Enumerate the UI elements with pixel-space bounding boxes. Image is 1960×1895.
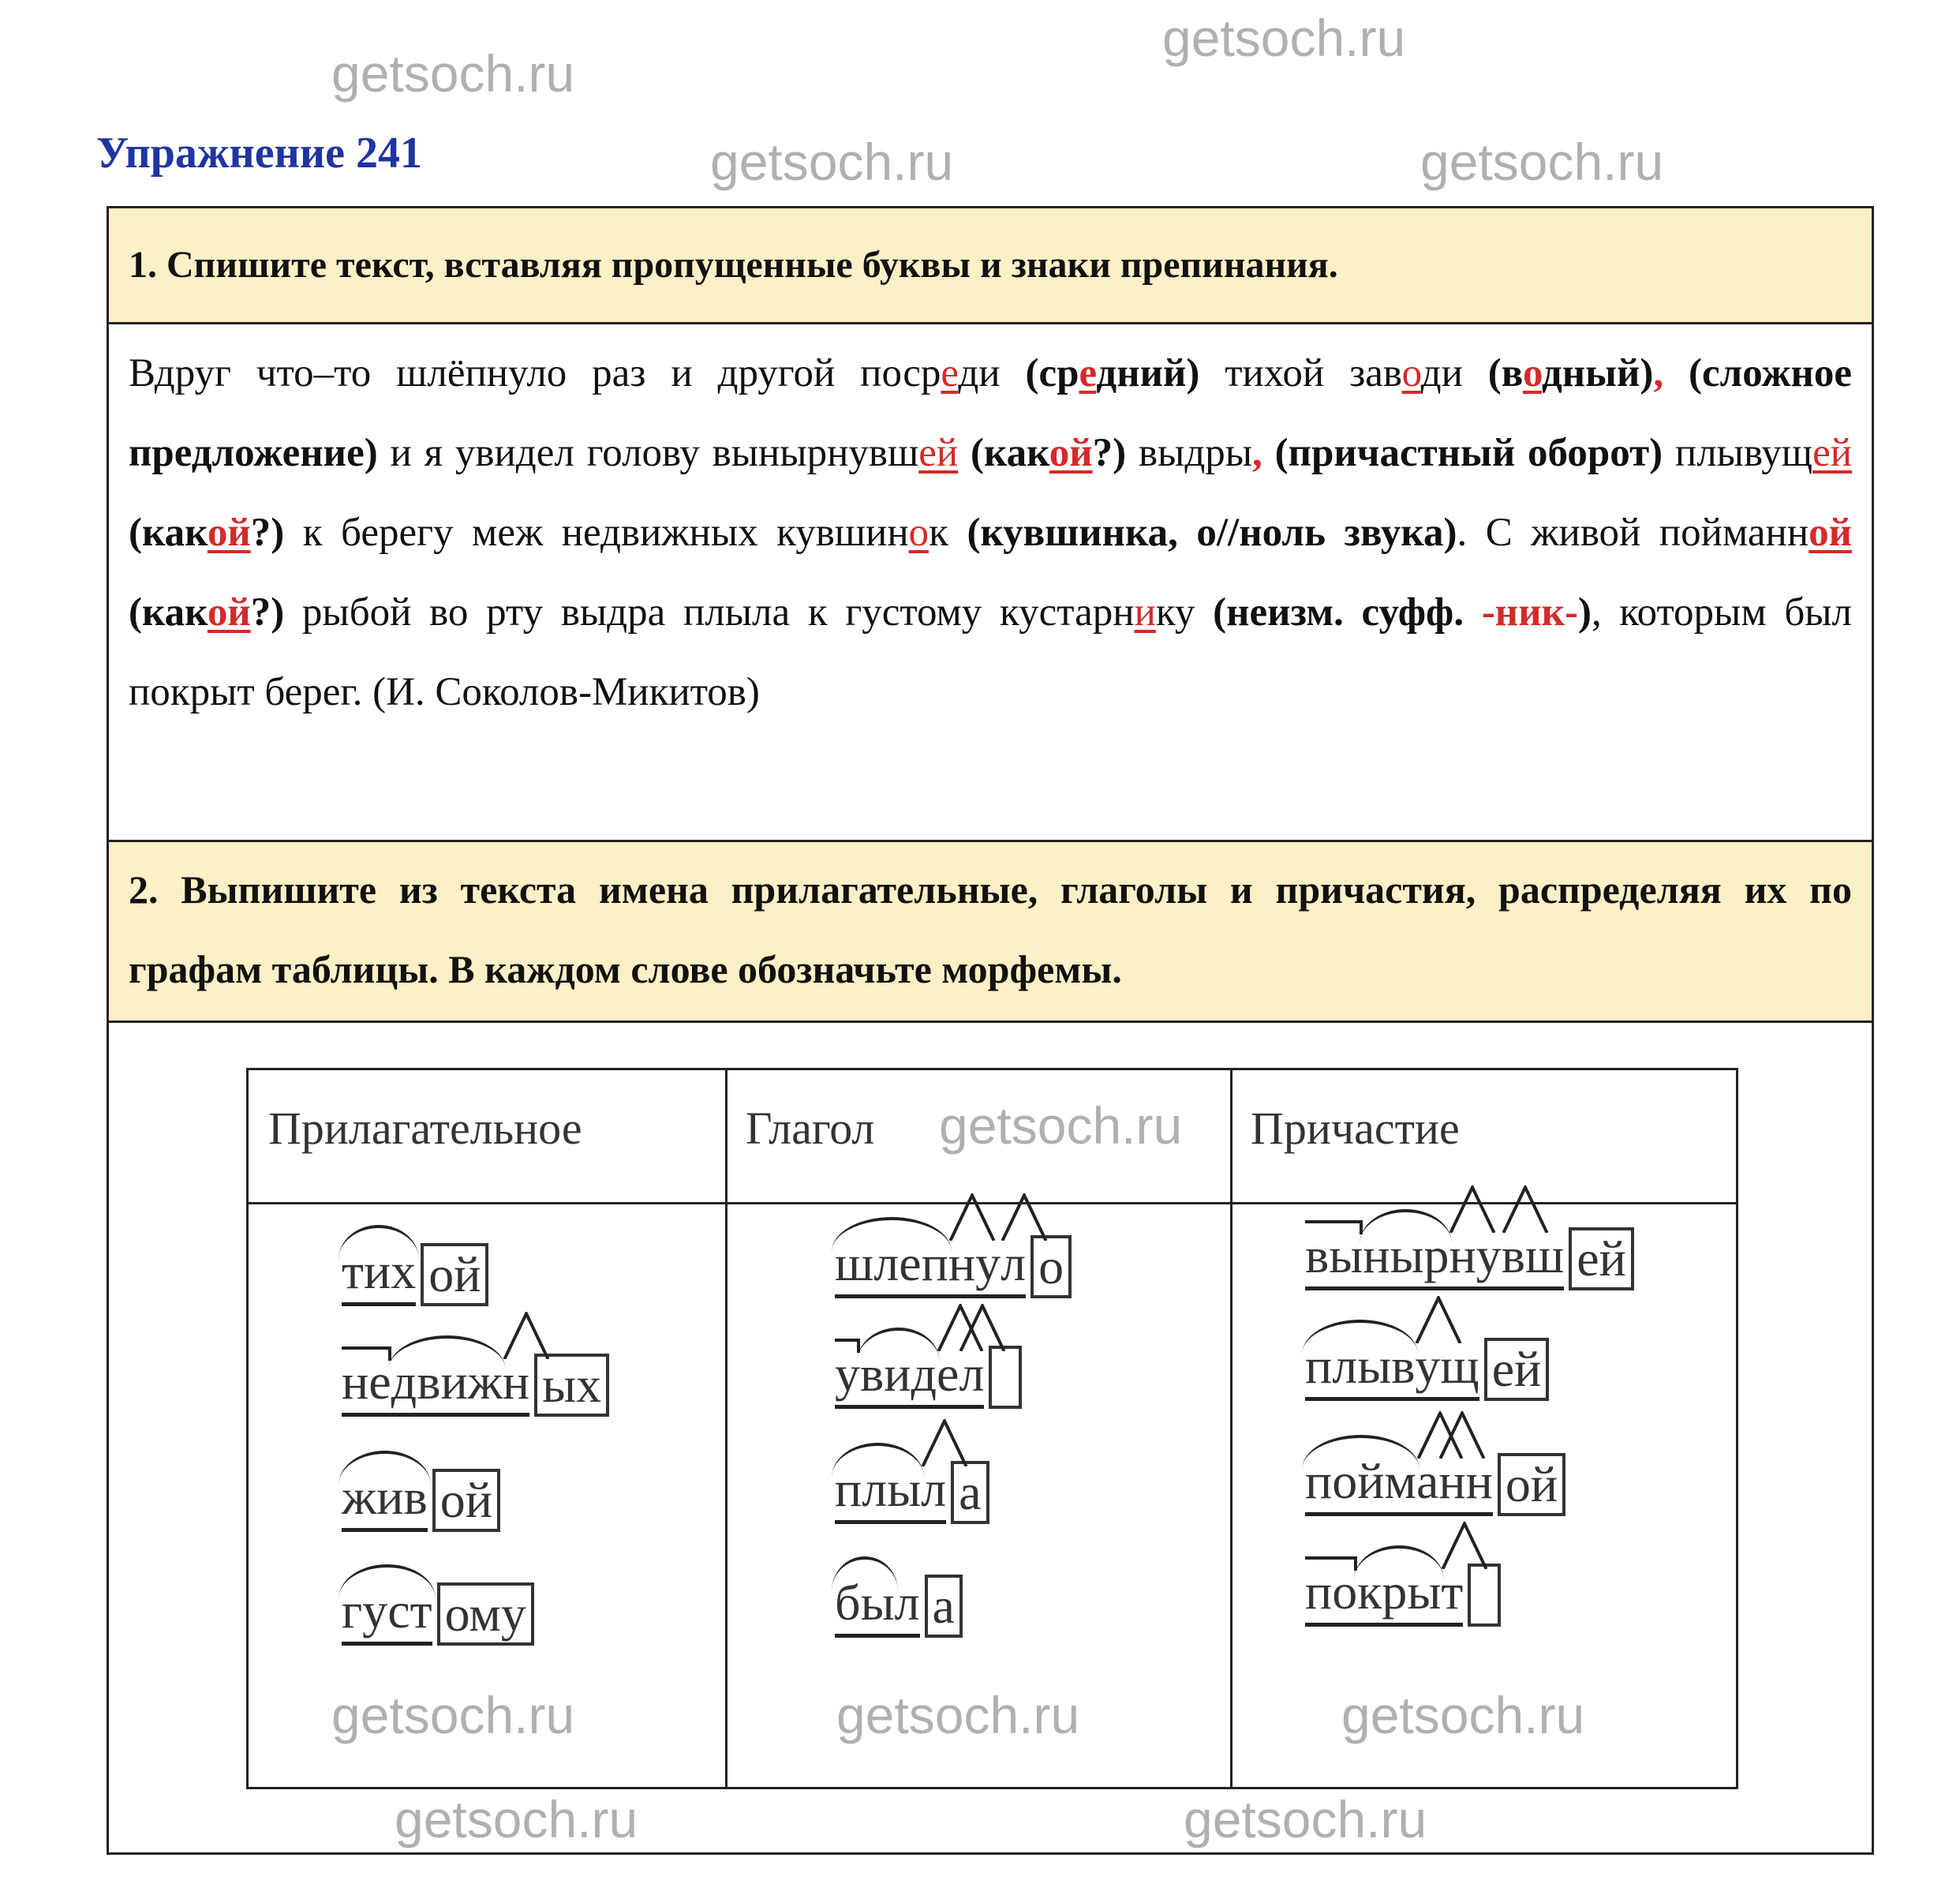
morpheme-table — [246, 1068, 1738, 1789]
text-segment: ?) — [250, 511, 285, 555]
watermark: getsoch.ru — [1184, 1790, 1427, 1848]
text-segment: (ср — [1025, 351, 1079, 395]
suffix-caret-icon — [1449, 1185, 1496, 1233]
morpheme-text: нн — [1438, 1453, 1493, 1509]
morpheme-text: ну — [948, 1235, 1001, 1291]
inserted-letter: и — [1134, 590, 1156, 635]
inserted-letter: ой — [207, 590, 251, 635]
root-arc-icon — [1302, 1320, 1418, 1354]
text-segment: дный) — [1542, 351, 1654, 395]
ending-box: ых — [534, 1354, 609, 1417]
header-verb: Глагол — [746, 1103, 875, 1154]
word-stem — [1305, 1337, 1479, 1401]
morpheme-text: л — [1001, 1235, 1027, 1291]
root-morpheme — [860, 1345, 937, 1403]
prefix-morpheme — [1305, 1227, 1363, 1285]
root-morpheme — [342, 1582, 432, 1640]
text-segment: ди — [1420, 351, 1488, 395]
morpheme-text: л — [959, 1346, 985, 1402]
text-segment: (как — [129, 590, 208, 635]
morpheme-text: движ — [391, 1354, 503, 1410]
word-morpheme-parse — [1305, 1227, 1634, 1290]
plain-morpheme — [895, 1574, 920, 1632]
word-morpheme-parse — [835, 1460, 989, 1524]
inserted-punctuation: , — [1252, 431, 1262, 475]
suffix-caret-icon — [503, 1312, 550, 1359]
morpheme-text: пойм — [1305, 1453, 1416, 1509]
text-segment: ?) — [1092, 431, 1127, 475]
suffix-morpheme — [1438, 1452, 1493, 1511]
root-arc-icon — [388, 1335, 506, 1370]
suffix-morpheme — [1449, 1227, 1501, 1285]
word-stem — [1305, 1227, 1564, 1290]
word-stem — [835, 1234, 1026, 1298]
morpheme-text: по — [1305, 1564, 1358, 1620]
watermark: getsoch.ru — [395, 1790, 638, 1848]
morpheme-text: тих — [342, 1243, 417, 1299]
ending-box: ому — [437, 1582, 534, 1646]
suffix-caret-icon — [1441, 1522, 1488, 1569]
inserted-letter: о — [1401, 351, 1421, 395]
word-morpheme-parse — [1305, 1337, 1549, 1401]
text-segment: ?) — [250, 590, 285, 635]
word-morpheme-parse — [835, 1234, 1072, 1298]
root-arc-icon — [339, 1451, 431, 1485]
exercise-title: Упражнение 241 — [96, 129, 423, 178]
ending-box — [989, 1346, 1022, 1409]
morpheme-text: вш — [1501, 1227, 1565, 1283]
text-segment: рыбой во рту выдра плыла к густому кустарн — [284, 590, 1135, 635]
watermark: getsoch.ru — [710, 133, 954, 191]
text-segment: (в — [1487, 351, 1523, 395]
suffix-morpheme — [921, 1460, 946, 1519]
watermark: getsoch.ru — [1420, 133, 1664, 191]
text-segment: (причастный оборот) — [1274, 431, 1663, 475]
inserted-letter: о — [1522, 351, 1542, 395]
root-arc-icon — [339, 1225, 419, 1260]
root-arc-icon — [339, 1564, 436, 1599]
word-morpheme-parse — [342, 1582, 534, 1646]
task1-heading: 1. Спишите текст, вставляя пропущенные буквы и знаки препинания. — [109, 208, 1872, 324]
inserted-letter: о — [908, 511, 930, 555]
ending-box: ой — [1498, 1453, 1565, 1516]
suffix-morpheme — [1001, 1234, 1026, 1293]
text-segment: дний) — [1096, 351, 1200, 395]
text-segment: ку — [1155, 590, 1214, 635]
word-morpheme-parse — [835, 1345, 1022, 1409]
morpheme-text: не — [342, 1354, 391, 1410]
text-segment — [958, 431, 971, 475]
text-segment: (сложное предложение) — [129, 351, 1852, 475]
task2-heading: 2. Выпишите из текста имена прилагательные, глаголы и причастия, распределяя их по графам таблицы. В каждом слове обозначьте морфемы. — [109, 842, 1872, 1023]
morpheme-text: ныр — [1363, 1227, 1449, 1283]
ending-box: ой — [421, 1243, 488, 1306]
suffix-caret-icon — [948, 1193, 996, 1241]
word-stem — [1305, 1452, 1493, 1516]
column-divider — [1230, 1070, 1232, 1787]
morpheme-text: е — [937, 1346, 959, 1402]
root-morpheme — [1305, 1452, 1416, 1511]
morpheme-text: жив — [342, 1469, 428, 1525]
inserted-letter: е — [941, 351, 959, 395]
morpheme-text: плыв — [1305, 1338, 1416, 1394]
inserted-punctuation: , — [1653, 351, 1664, 395]
word-stem — [835, 1574, 920, 1638]
morpheme-text: плы — [835, 1461, 922, 1517]
ending-box — [1468, 1564, 1501, 1627]
morpheme-text: бы — [835, 1575, 895, 1631]
root-arc-icon — [832, 1443, 924, 1477]
inserted-letter: е — [1079, 351, 1097, 395]
ending-box: ой — [432, 1469, 500, 1532]
word-morpheme-parse — [1305, 1563, 1501, 1627]
prefix-mark-icon — [835, 1339, 860, 1353]
root-arc-icon — [1360, 1209, 1452, 1244]
suffix-morpheme — [948, 1234, 1001, 1293]
morpheme-text: т — [1441, 1564, 1464, 1620]
watermark: getsoch.ru — [331, 1686, 575, 1744]
root-arc-icon — [832, 1217, 952, 1252]
watermark: getsoch.ru — [1162, 9, 1406, 67]
suffix-morpheme — [959, 1345, 984, 1403]
word-stem — [342, 1242, 416, 1306]
suffix-morpheme — [1415, 1337, 1479, 1395]
text-segment: к берегу меж недвижных кувшин — [284, 511, 909, 555]
text-segment: и я увидел голову вынырнувш — [377, 431, 919, 475]
suffix-morpheme — [1416, 1452, 1438, 1511]
text-segment: к — [929, 511, 967, 555]
text-segment: (как — [129, 511, 208, 555]
word-morpheme-parse — [342, 1468, 500, 1532]
root-morpheme — [835, 1460, 921, 1519]
column-divider — [725, 1070, 728, 1787]
ending-box: ей — [1484, 1338, 1550, 1401]
word-morpheme-parse — [1305, 1452, 1565, 1516]
inserted-letter: ой — [1049, 431, 1093, 475]
watermark: getsoch.ru — [1341, 1686, 1585, 1744]
morpheme-text: у — [835, 1346, 860, 1402]
ending-box: о — [1030, 1235, 1072, 1298]
word-stem — [835, 1460, 946, 1524]
morpheme-text: ущ — [1415, 1338, 1479, 1394]
root-arc-icon — [857, 1328, 940, 1362]
root-morpheme — [1305, 1337, 1415, 1395]
suffix-morpheme — [1441, 1563, 1463, 1621]
morpheme-text: вид — [860, 1346, 937, 1402]
header-participle: Причастие — [1251, 1103, 1460, 1154]
text-segment — [1262, 431, 1275, 475]
inserted-letter: ой — [207, 511, 251, 555]
morpheme-text: густ — [342, 1582, 432, 1638]
word-morpheme-parse — [835, 1574, 963, 1638]
root-morpheme — [835, 1234, 948, 1293]
suffix-caret-icon — [921, 1419, 968, 1466]
suffix-caret-icon — [1438, 1411, 1486, 1459]
text-segment: выдры — [1126, 431, 1253, 475]
inserted-letter: ой — [1809, 511, 1853, 555]
word-stem — [342, 1468, 428, 1532]
morpheme-text: шлеп — [835, 1235, 948, 1291]
word-stem — [835, 1345, 984, 1409]
text-segment: , которым был покрыт берег. (И. Соколов-Микитов) — [129, 590, 1852, 714]
text-segment: тихой зав — [1199, 351, 1402, 395]
prefix-mark-icon — [1305, 1556, 1357, 1571]
suffix-morpheme — [503, 1353, 529, 1411]
watermark: getsoch.ru — [836, 1686, 1080, 1744]
suffix-note: -ник- — [1481, 590, 1578, 635]
watermark: getsoch.ru — [939, 1096, 1183, 1155]
root-morpheme — [1357, 1563, 1441, 1621]
root-arc-icon — [1354, 1545, 1444, 1580]
root-morpheme — [342, 1242, 416, 1301]
morpheme-text: вы — [1305, 1227, 1363, 1283]
ending-box: ей — [1569, 1227, 1634, 1290]
text-segment — [1663, 351, 1689, 395]
task1-text — [109, 324, 1872, 842]
text-segment: ) — [1577, 590, 1592, 635]
suffix-caret-icon — [1502, 1185, 1549, 1233]
ending-box: а — [925, 1575, 963, 1638]
text-segment: (кувшинка, о//ноль звука) — [967, 511, 1457, 555]
root-morpheme — [835, 1574, 895, 1632]
prefix-mark-icon — [342, 1346, 391, 1361]
morpheme-text: н — [502, 1354, 530, 1410]
word-stem — [1305, 1563, 1463, 1627]
morpheme-text: ну — [1449, 1227, 1502, 1283]
morpheme-text: л — [921, 1461, 947, 1517]
prefix-morpheme — [1305, 1563, 1357, 1621]
morpheme-text: л — [894, 1575, 920, 1631]
word-stem — [342, 1353, 529, 1417]
text-segment: . С живой пойманн — [1457, 511, 1809, 555]
morpheme-text: а — [1416, 1453, 1439, 1509]
header-adjective: Прилагательное — [268, 1103, 582, 1154]
text-segment: (неизм. суфф. — [1213, 590, 1482, 635]
root-morpheme — [391, 1353, 503, 1411]
ending-box: а — [951, 1461, 989, 1524]
text-segment: (как — [970, 431, 1049, 475]
word-morpheme-parse — [342, 1353, 609, 1417]
root-arc-icon — [1302, 1435, 1420, 1470]
inserted-letter: ей — [1812, 431, 1852, 475]
inserted-letter: ей — [918, 431, 959, 475]
suffix-morpheme — [937, 1345, 959, 1403]
root-morpheme — [1363, 1227, 1449, 1285]
text-segment: ди — [958, 351, 1026, 395]
suffix-morpheme — [1502, 1227, 1565, 1285]
watermark: getsoch.ru — [331, 44, 575, 103]
morpheme-text: кры — [1357, 1564, 1442, 1620]
suffix-caret-icon — [1001, 1193, 1048, 1241]
word-stem — [342, 1582, 432, 1646]
prefix-morpheme — [835, 1345, 860, 1403]
text-segment: Вдруг что–то шлёпнуло раз и другой поср — [129, 351, 941, 395]
word-morpheme-parse — [342, 1242, 488, 1306]
suffix-caret-icon — [959, 1304, 1006, 1351]
text-segment: плывущ — [1663, 431, 1813, 475]
suffix-caret-icon — [1415, 1296, 1462, 1343]
prefix-morpheme — [342, 1353, 391, 1411]
prefix-mark-icon — [1305, 1220, 1363, 1234]
root-arc-icon — [832, 1556, 898, 1591]
root-morpheme — [342, 1468, 428, 1526]
